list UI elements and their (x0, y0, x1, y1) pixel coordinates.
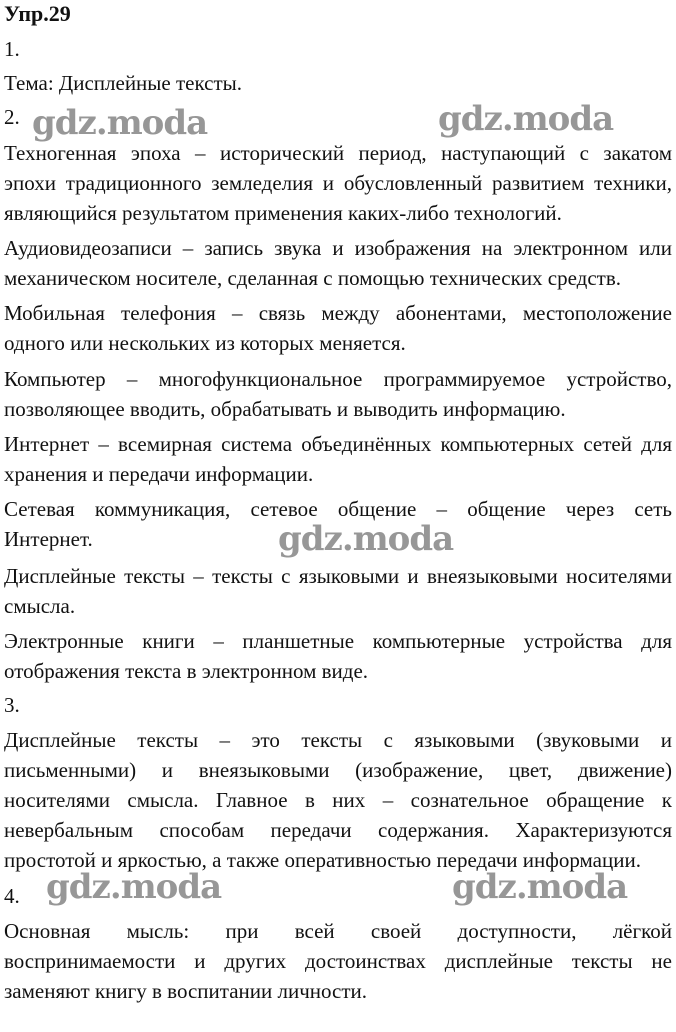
definition-line: одного или нескольких из которых меняется. (4, 331, 406, 355)
definition-line: Техногенная эпоха – исторический период, наступающий с закатом (4, 141, 672, 165)
paragraph-line: Основная мысль: при всей своей доступности, лёгкой (4, 919, 672, 943)
definition-line: хранения и передачи информации. (4, 462, 314, 486)
paragraph-line: Дисплейные тексты – это тексты с языковыми (звуковыми и (4, 728, 672, 752)
definition-line: смысла. (4, 594, 76, 618)
definition-line: Аудиовидеозаписи – запись звука и изображения на электронном или (4, 236, 672, 260)
topic-line: Тема: Дисплейные тексты. (4, 71, 243, 95)
definition-line: Интернет – всемирная система объединённых компьютерных сетей для (4, 432, 672, 456)
definition-line: отображения текста в электронном виде. (4, 659, 369, 683)
definition-line: Интернет. (4, 527, 93, 551)
definition-line: являющийся результатом применения каких-либо технологий. (4, 201, 562, 225)
watermark-logo: gdz.moda (438, 99, 614, 139)
watermark-logo: gdz.moda (278, 519, 454, 559)
paragraph-line: невербальным способам передачи содержания. Характеризуются (4, 818, 672, 842)
watermark-logo: gdz.moda (46, 867, 222, 907)
definition-line: эпохи традиционного земледелия и обусловленный развитием техники, (4, 171, 672, 195)
section-3-number: 3. (4, 693, 20, 717)
section-1-number: 1. (4, 37, 20, 61)
paragraph-line: простотой и яркостью, а также оперативностью передачи информации. (4, 848, 641, 872)
definition-line: Компьютер – многофункциональное программируемое устройство, (4, 367, 672, 391)
watermark-logo: gdz.moda (452, 867, 628, 907)
paragraph-line: письменными) и внеязыковыми (изображение, цвет, движение) (4, 758, 672, 782)
watermark-logo: gdz.moda (32, 103, 208, 143)
paragraph-line: носителями смысла. Главное в них – сознательное обращение к (4, 788, 672, 812)
paragraph-line: заменяют книгу в воспитании личности. (4, 979, 368, 1003)
definition-line: Сетевая коммуникация, сетевое общение – общение через сеть (4, 497, 672, 521)
section-2-number: 2. (4, 105, 20, 129)
exercise-title: Упр.29 (4, 1, 71, 26)
definition-line: Электронные книги – планшетные компьютерные устройства для (4, 629, 672, 653)
definition-line: механическом носителе, сделанная с помощью технических средств. (4, 266, 622, 290)
definition-line: Мобильная телефония – связь между абонентами, местоположение (4, 301, 672, 325)
paragraph-line: воспринимаемости и других достоинствах дисплейные тексты не (4, 949, 672, 973)
definition-line: Дисплейные тексты – тексты с языковыми и внеязыковыми носителями (4, 564, 672, 588)
definition-line: позволяющее вводить, обрабатывать и выводить информацию. (4, 397, 566, 421)
section-4-number: 4. (4, 884, 20, 908)
